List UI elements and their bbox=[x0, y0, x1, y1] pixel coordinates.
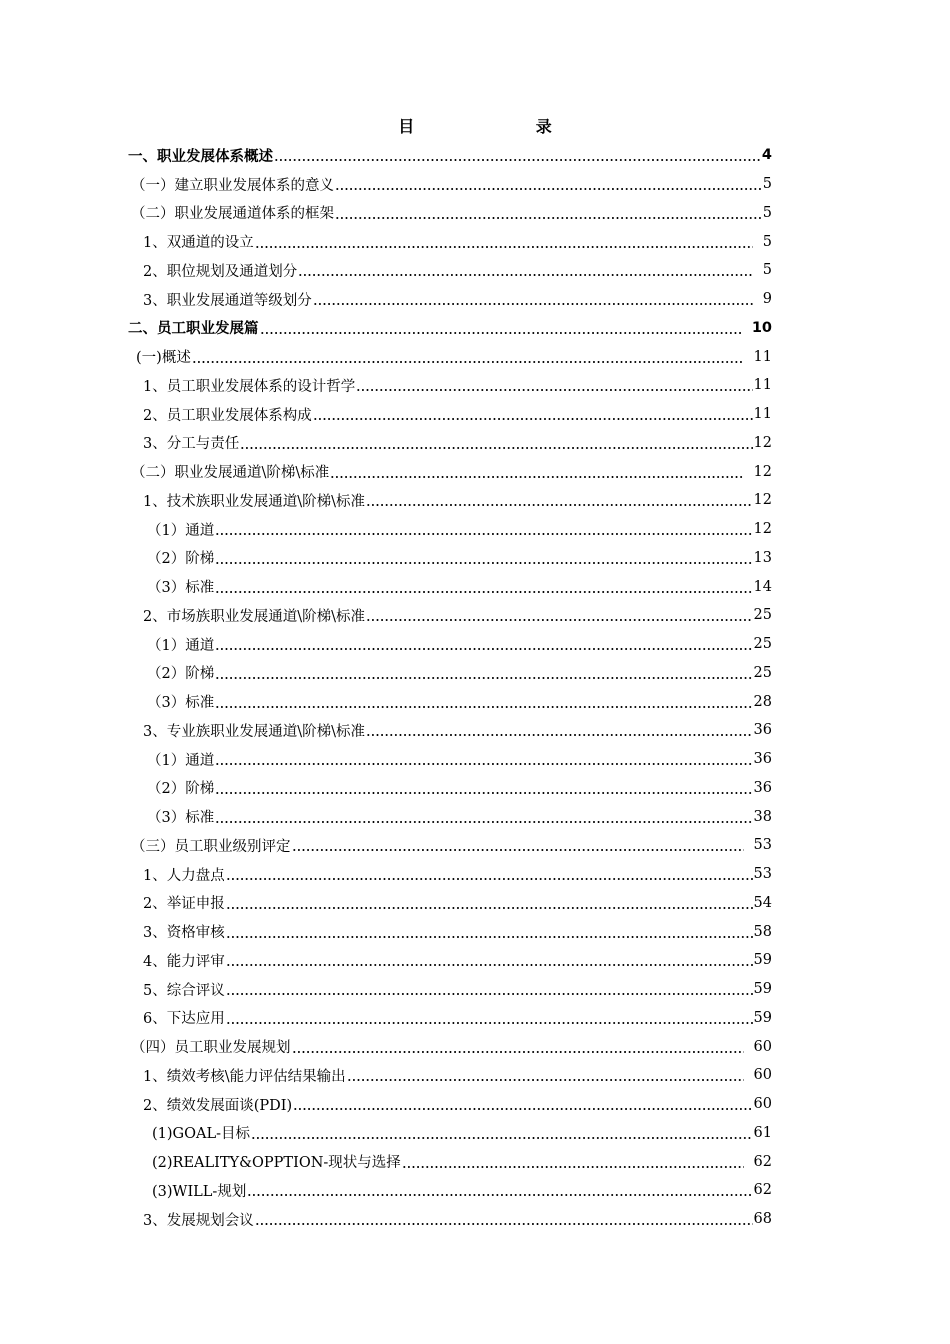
toc-entry-label: （2）阶梯 bbox=[147, 662, 214, 683]
toc-entry-label: (一)概述 bbox=[136, 346, 191, 367]
toc-entry[interactable] bbox=[0, 601, 772, 630]
toc-entry[interactable] bbox=[0, 630, 772, 659]
toc-page-number: 11 bbox=[753, 377, 772, 394]
toc-entry[interactable] bbox=[0, 1119, 772, 1148]
toc-page-number: 28 bbox=[753, 693, 772, 710]
toc-dot-leader bbox=[366, 492, 753, 508]
toc-dot-leader bbox=[226, 1010, 753, 1026]
toc-entry[interactable] bbox=[0, 199, 772, 228]
toc-dot-leader bbox=[366, 722, 753, 738]
toc-dot-leader bbox=[240, 435, 752, 451]
toc-page-number: 62 bbox=[753, 1182, 772, 1199]
toc-dot-leader bbox=[226, 981, 753, 997]
toc-page-number: 36 bbox=[753, 722, 772, 739]
toc-dot-leader bbox=[251, 1125, 753, 1141]
toc-entry-label: （三）员工职业级别评定 bbox=[131, 835, 291, 856]
toc-dot-leader bbox=[347, 1067, 744, 1083]
table-of-contents bbox=[0, 141, 950, 1234]
toc-entry-label: 2、举证申报 bbox=[143, 892, 225, 913]
toc-entry[interactable] bbox=[0, 1090, 772, 1119]
toc-dot-leader bbox=[192, 349, 744, 365]
toc-page-number: 25 bbox=[753, 636, 772, 653]
toc-entry[interactable] bbox=[0, 774, 772, 803]
toc-page-number: 25 bbox=[753, 664, 772, 681]
toc-entry-label: 1、员工职业发展体系的设计哲学 bbox=[143, 375, 355, 396]
toc-entry-label: 2、市场族职业发展通道\阶梯\标准 bbox=[143, 605, 365, 626]
toc-entry-label: (3)WILL-规划 bbox=[152, 1180, 246, 1201]
toc-dot-leader bbox=[366, 607, 753, 623]
toc-page-number: 38 bbox=[753, 808, 772, 825]
toc-entry[interactable] bbox=[0, 429, 772, 458]
toc-entry[interactable] bbox=[0, 1147, 772, 1176]
toc-page-number: 60 bbox=[753, 1067, 772, 1084]
toc-entry[interactable] bbox=[0, 572, 772, 601]
toc-entry-label: （3）标准 bbox=[147, 576, 214, 597]
toc-page-number: 59 bbox=[753, 952, 772, 969]
toc-dot-leader bbox=[274, 147, 761, 163]
toc-dot-leader bbox=[330, 464, 743, 480]
toc-entry-label: （一）建立职业发展体系的意义 bbox=[131, 174, 334, 195]
toc-dot-leader bbox=[215, 521, 752, 537]
toc-entry[interactable] bbox=[0, 544, 772, 573]
toc-entry[interactable] bbox=[0, 1032, 772, 1061]
toc-dot-leader bbox=[313, 291, 753, 307]
toc-entry[interactable] bbox=[0, 515, 772, 544]
toc-page-number: 12 bbox=[753, 434, 772, 451]
toc-entry[interactable] bbox=[0, 659, 772, 688]
toc-page-number: 59 bbox=[753, 1009, 772, 1026]
toc-dot-leader bbox=[292, 1039, 744, 1055]
toc-entry[interactable] bbox=[0, 170, 772, 199]
toc-entry-label: 1、绩效考核\能力评估结果输出 bbox=[143, 1065, 346, 1086]
toc-entry[interactable] bbox=[0, 256, 772, 285]
toc-entry-label: (1)GOAL-目标 bbox=[152, 1122, 250, 1143]
toc-page-number: 11 bbox=[753, 348, 772, 365]
toc-entry-label: （1）通道 bbox=[147, 634, 214, 655]
toc-dot-leader bbox=[215, 780, 752, 796]
toc-entry[interactable] bbox=[0, 745, 772, 774]
toc-page-number: 5 bbox=[762, 262, 772, 279]
toc-entry-label: 2、绩效发展面谈(PDI) bbox=[143, 1094, 292, 1115]
toc-dot-leader bbox=[215, 751, 752, 767]
toc-dot-leader bbox=[298, 262, 753, 278]
toc-entry-label: 2、员工职业发展体系构成 bbox=[143, 404, 312, 425]
toc-entry-label: 3、职业发展通道等级划分 bbox=[143, 289, 312, 310]
toc-dot-leader bbox=[335, 176, 762, 192]
toc-entry-label: 5、综合评议 bbox=[143, 979, 225, 1000]
toc-dot-leader bbox=[226, 952, 753, 968]
toc-dot-leader bbox=[260, 320, 742, 336]
toc-page-number: 60 bbox=[753, 1096, 772, 1113]
toc-page-number: 36 bbox=[753, 751, 772, 768]
toc-entry[interactable] bbox=[0, 802, 772, 831]
toc-entry[interactable] bbox=[0, 860, 772, 889]
toc-entry-label: 2、职位规划及通道划分 bbox=[143, 260, 297, 281]
toc-page-number: 54 bbox=[753, 894, 772, 911]
toc-page-number: 53 bbox=[753, 866, 772, 883]
toc-page-number: 5 bbox=[762, 233, 772, 250]
toc-entry[interactable] bbox=[0, 716, 772, 745]
toc-entry[interactable] bbox=[0, 342, 772, 371]
toc-entry-label: （二）职业发展通道体系的框架 bbox=[131, 202, 334, 223]
toc-page-number: 14 bbox=[753, 578, 772, 595]
toc-entry-label: 1、技术族职业发展通道\阶梯\标准 bbox=[143, 490, 365, 511]
toc-dot-leader bbox=[215, 579, 752, 595]
toc-page-number: 62 bbox=[753, 1153, 772, 1170]
toc-entry[interactable] bbox=[0, 975, 772, 1004]
toc-entry-label: 3、发展规划会议 bbox=[143, 1209, 254, 1230]
toc-dot-leader bbox=[402, 1154, 744, 1170]
toc-dot-leader bbox=[226, 924, 753, 940]
toc-dot-leader bbox=[215, 550, 752, 566]
toc-entry-label: （二）职业发展通道\阶梯\标准 bbox=[131, 461, 329, 482]
toc-page-number: 25 bbox=[753, 607, 772, 624]
toc-dot-leader bbox=[255, 1211, 753, 1227]
toc-entry-label: 3、资格审核 bbox=[143, 921, 225, 942]
toc-entry[interactable] bbox=[0, 917, 772, 946]
toc-page-number: 60 bbox=[753, 1038, 772, 1055]
toc-entry-label: （2）阶梯 bbox=[147, 547, 214, 568]
toc-page-number: 58 bbox=[753, 923, 772, 940]
toc-entry-label: 3、分工与责任 bbox=[143, 432, 239, 453]
toc-page-number: 11 bbox=[753, 406, 772, 423]
toc-page-number: 5 bbox=[762, 176, 772, 193]
toc-dot-leader bbox=[215, 809, 752, 825]
toc-dot-leader bbox=[255, 234, 753, 250]
toc-entry[interactable] bbox=[0, 946, 772, 975]
toc-entry[interactable] bbox=[0, 687, 772, 716]
toc-page-number: 10 bbox=[751, 319, 772, 336]
toc-entry[interactable] bbox=[0, 400, 772, 429]
toc-dot-leader bbox=[247, 1182, 752, 1198]
toc-page-number: 9 bbox=[762, 291, 772, 308]
toc-entry-label: 3、专业族职业发展通道\阶梯\标准 bbox=[143, 720, 365, 741]
toc-entry-label: （四）员工职业发展规划 bbox=[131, 1036, 291, 1057]
toc-entry[interactable] bbox=[0, 831, 772, 860]
toc-dot-leader bbox=[215, 694, 752, 710]
toc-dot-leader bbox=[356, 377, 752, 393]
toc-page-number: 53 bbox=[753, 837, 772, 854]
toc-dot-leader bbox=[313, 406, 753, 422]
toc-page-number: 61 bbox=[753, 1124, 772, 1141]
toc-entry-label: （1）通道 bbox=[147, 749, 214, 770]
toc-dot-leader bbox=[292, 837, 744, 853]
toc-entry[interactable] bbox=[0, 141, 772, 170]
toc-entry-label: 一、职业发展体系概述 bbox=[128, 145, 273, 166]
toc-entry-label: （3）标准 bbox=[147, 691, 214, 712]
toc-entry-label: 4、能力评审 bbox=[143, 950, 225, 971]
toc-entry-label: （1）通道 bbox=[147, 519, 214, 540]
toc-page-number: 5 bbox=[762, 204, 772, 221]
toc-page-number: 12 bbox=[753, 521, 772, 538]
toc-page-number: 68 bbox=[753, 1211, 772, 1228]
toc-dot-leader bbox=[293, 1096, 752, 1112]
toc-entry[interactable] bbox=[0, 371, 772, 400]
toc-page-number: 4 bbox=[761, 147, 772, 164]
toc-dot-leader bbox=[215, 636, 752, 652]
toc-entry[interactable] bbox=[0, 1205, 772, 1234]
toc-entry-label: 1、双通道的设立 bbox=[143, 231, 254, 252]
toc-entry[interactable] bbox=[0, 1004, 772, 1033]
toc-title: 目 录 bbox=[398, 117, 610, 136]
toc-page-number: 12 bbox=[753, 463, 772, 480]
toc-entry[interactable] bbox=[0, 227, 772, 256]
toc-dot-leader bbox=[335, 205, 762, 221]
toc-entry-label: 6、下达应用 bbox=[143, 1007, 225, 1028]
toc-dot-leader bbox=[226, 866, 753, 882]
toc-entry[interactable] bbox=[0, 457, 772, 486]
toc-page-number: 12 bbox=[753, 492, 772, 509]
toc-entry-label: 二、员工职业发展篇 bbox=[128, 317, 259, 338]
toc-entry[interactable] bbox=[0, 1176, 772, 1205]
toc-entry[interactable] bbox=[0, 314, 772, 343]
toc-page-number: 13 bbox=[753, 549, 772, 566]
toc-dot-leader bbox=[226, 895, 753, 911]
toc-entry[interactable] bbox=[0, 486, 772, 515]
toc-entry[interactable] bbox=[0, 285, 772, 314]
toc-entry-label: （2）阶梯 bbox=[147, 777, 214, 798]
toc-entry-label: (2)REALITY&OPPTION-现状与选择 bbox=[152, 1151, 401, 1172]
toc-page-number: 36 bbox=[753, 779, 772, 796]
toc-entry-label: 1、人力盘点 bbox=[143, 864, 225, 885]
toc-entry[interactable] bbox=[0, 889, 772, 918]
toc-page-number: 59 bbox=[753, 981, 772, 998]
toc-dot-leader bbox=[215, 665, 752, 681]
toc-entry[interactable] bbox=[0, 1061, 772, 1090]
toc-entry-label: （3）标准 bbox=[147, 806, 214, 827]
